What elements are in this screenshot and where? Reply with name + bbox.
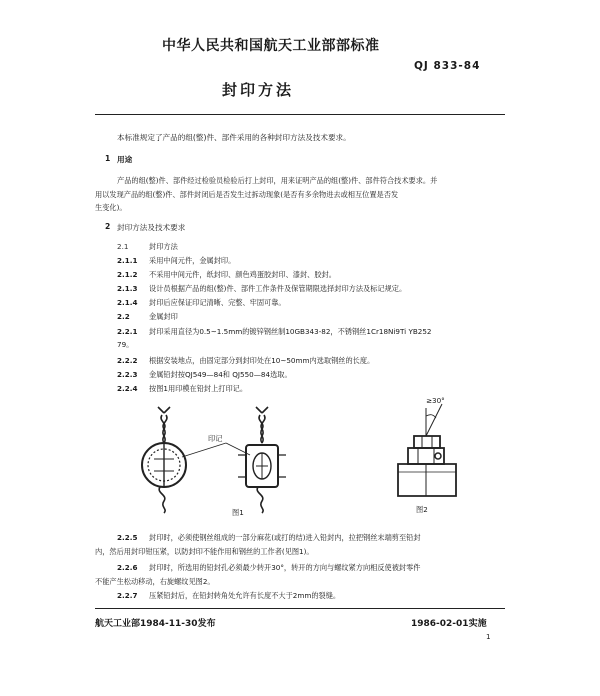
clause-number: 2.2.4 [117,384,138,393]
clause-number: 2.1.2 [117,270,138,279]
clause-number: 2.2.2 [117,356,138,365]
clause-number: 2.1.4 [117,298,138,307]
clause-text: 按图1用印模在铅封上打印记。 [149,384,248,393]
clause-text: 封印方法 [149,242,178,251]
issue-date: 航天工业部1984-11-30发布 [95,619,216,629]
section-1-line: 用以发现产品的组(整)件、部件封闭后是否发生过拆动现象(是否有多余物进去或相互位置是否发 [95,190,399,199]
figure-1-drawing [130,405,310,515]
clause-text: 不采用中间元件，纸封印、颜色鸡蛋胶封印、漆封、胶封。 [149,270,336,279]
section-1-number: 1 [105,154,111,163]
clause-number: 2.2.3 [117,370,138,379]
document-title: 封印方法 [222,81,295,99]
clause-number: 2.2.1 [117,327,138,336]
figure-2-caption: 图2 [416,505,428,514]
clause-text: 封印时，必须使钢丝组成的一部分麻花(或打的结)进入铅封内，拉把钢丝末端剪至铅封 [149,533,421,542]
effective-date: 1986-02-01实施 [411,619,487,629]
page-number: 1 [486,632,491,641]
clause-text: 封印时，所选用的铅封孔必须最少转开30°，转开的方向与螺纹紧方向相反使被封零件 [149,563,421,572]
figure-1-label: 印记 [208,434,223,443]
section-2-number: 2 [105,222,111,231]
clause-continuation: 79。 [117,340,134,349]
issuing-authority: 中华人民共和国航天工业部部标准 [162,38,380,54]
clause-number: 2.2.5 [117,533,138,542]
clause-text: 压紧铅封后，在铅封转角处允许有长度不大于2mm的裂缝。 [149,591,341,600]
clause-number: 2.1 [117,242,129,251]
clause-number: 2.2 [117,312,130,321]
clause-number: 2.2.7 [117,591,138,600]
clause-text: 封印采用直径为0.5~1.5mm的镀锌钢丝制10GB343-82，不锈钢丝1Cr18Ni9Ti YB252 [149,327,432,336]
standard-code: QJ 833-84 [414,60,481,72]
clause-text: 内，然后用封印钳压紧，以防封印不能作用和钢丝的工作者(见图1)。 [95,547,314,556]
section-2-heading: 封印方法及技术要求 [117,223,186,232]
clause-text: 设计员根据产品的组(整)件、部件工作条件及保管期限选择封印方法及标记规定。 [149,284,407,293]
figure-2-angle-label: ≥30° [426,396,445,405]
section-1-line: 生变化)。 [95,203,127,212]
figure-1-caption: 图1 [232,508,244,517]
clause-number: 2.1.1 [117,256,138,265]
clause-number: 2.1.3 [117,284,138,293]
clause-text: 金属铅封按QJ549—84和 QJ550—84选取。 [149,370,292,379]
clause-text: 不能产生松动移动，右旋螺纹见图2。 [95,577,215,586]
section-1-line: 产品的组(整)件、部件经过检验员检验后打上封印，用来证明产品的组(整)件、部件符合技术要求。并 [117,176,438,185]
clause-number: 2.2.6 [117,563,138,572]
intro-text: 本标准规定了产品的组(整)件、部件采用的各种封印方法及技术要求。 [117,133,351,142]
figure-2-drawing [392,396,472,506]
header-rule [95,114,505,115]
clause-text: 根据安装地点，由固定部分到封印处在10~50mm内选取钢丝的长度。 [149,356,375,365]
section-1-heading: 用途 [117,155,133,164]
clause-text: 采用中间元件，金属封印。 [149,256,236,265]
footer-rule [95,608,505,609]
clause-text: 金属封印 [149,312,178,321]
clause-text: 封印后应保证印记清晰、完整、牢固可靠。 [149,298,286,307]
